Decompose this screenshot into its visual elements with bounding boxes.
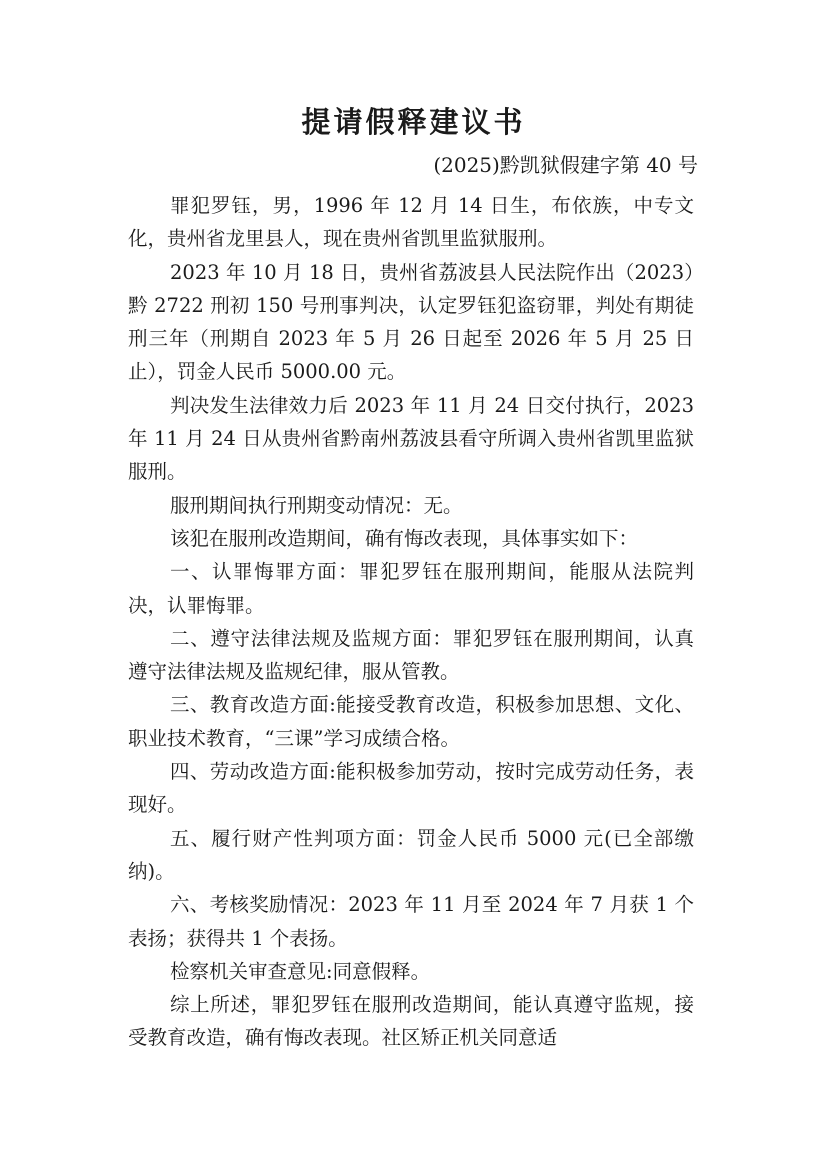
paragraph-judgment: 2023 年 10 月 18 日，贵州省荔波县人民法院作出（2023）黔 2722 刑初 150 号刑事判决，认定罗钰犯盗窃罪，判处有期徒刑三年（刑期自 2023 年 5 月 26 日起至 2026 年 5 月 25 日止），罚金人民币 5000.00 元。 [128, 260, 694, 384]
document-title: 提请假释建议书 [301, 105, 526, 139]
paragraph-education: 三、教育改造方面:能接受教育改造，积极参加思想、文化、职业技术教育，“三课”学习成绩合格。 [128, 693, 694, 750]
paragraph-facts-intro: 该犯在服刑改造期间，确有悔改表现，具体事实如下： [170, 526, 639, 550]
paragraph-rewards: 六、考核奖励情况：2023 年 11 月至 2024 年 7 月获 1 个表扬；获得共 1 个表扬。 [128, 893, 694, 950]
paragraph-personal-info: 罪犯罗钰，男，1996 年 12 月 14 日生，布依族，中专文化，贵州省龙里县人，现在贵州省凯里监狱服刑。 [128, 194, 694, 251]
paragraph-property: 五、履行财产性判项方面：罚金人民币 5000 元(已全部缴纳)。 [128, 826, 694, 883]
paragraph-procuratorate-opinion: 检察机关审查意见:同意假释。 [170, 959, 431, 983]
paragraph-execution: 判决发生法律效力后 2023 年 11 月 24 日交付执行，2023 年 11 月 24 日从贵州省黔南州荔波县看守所调入贵州省凯里监狱服刑。 [128, 393, 694, 484]
document-body [128, 189, 694, 1055]
paragraph-discipline: 二、遵守法律法规及监规方面：罪犯罗钰在服刑期间，认真遵守法律法规及监规纪律，服从管教。 [128, 626, 694, 684]
paragraph-sentence-change: 服刑期间执行刑期变动情况：无。 [170, 493, 463, 517]
document-number: (2025)黔凯狱假建字第 40 号 [433, 153, 698, 177]
paragraph-repentance: 一、认罪悔罪方面：罪犯罗钰在服刑期间，能服从法院判决，认罪悔罪。 [128, 560, 694, 617]
paragraph-labor: 四、劳动改造方面:能积极参加劳动，按时完成劳动任务，表现好。 [128, 760, 694, 817]
paragraph-conclusion: 综上所述，罪犯罗钰在服刑改造期间，能认真遵守监规，接受教育改造，确有悔改表现。社区矫正机关同意适 [128, 993, 694, 1050]
